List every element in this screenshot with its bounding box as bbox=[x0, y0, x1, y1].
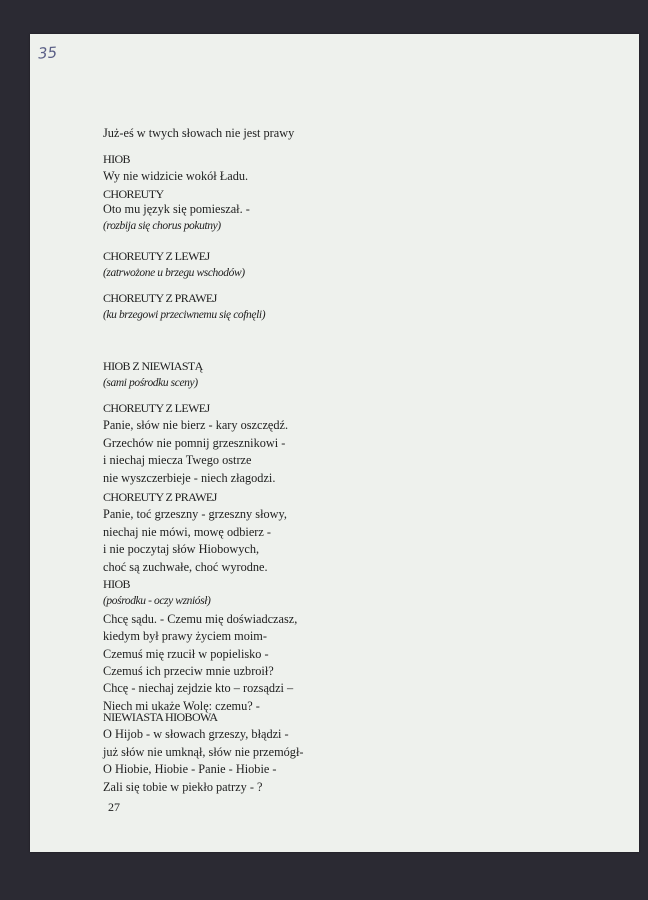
text-line: Chcę - niechaj zejdzie kto – rozsądzi – bbox=[103, 681, 294, 696]
stage-direction: (zatrwożone u brzegu wschodów) bbox=[103, 267, 245, 280]
speaker-name: CHOREUTY Z PRAWEJ bbox=[103, 490, 217, 504]
speaker-name: NIEWIASTA HIOBOWA bbox=[103, 710, 218, 724]
text-block-8 bbox=[103, 489, 297, 715]
text-block-7 bbox=[103, 400, 288, 487]
text-line: nie wyszczerbieje - niech złagodzi. bbox=[103, 470, 276, 485]
text-block-3 bbox=[103, 201, 250, 236]
text-line: Oto mu język się pomieszał. - bbox=[103, 202, 250, 216]
speaker-name: CHOREUTY Z PRAWEJ bbox=[103, 291, 217, 305]
page-number: 27 bbox=[108, 800, 120, 814]
text-line: Panie, toć grzeszny - grzeszny słowy, bbox=[103, 507, 287, 522]
stage-direction: (ku brzegowi przeciwnemu się cofnęli) bbox=[103, 309, 266, 322]
stage-direction: (pośrodku - oczy wzniósł) bbox=[103, 595, 211, 608]
text-line: Czemuś mię rzucił w popielisko - bbox=[103, 646, 269, 661]
text-line: niechaj nie mówi, mowę odbierz - bbox=[103, 524, 272, 539]
speaker-name: HIOB Z NIEWIASTĄ bbox=[103, 359, 203, 373]
text-line: Już-eś w twych słowach nie jest prawy bbox=[103, 126, 295, 140]
text-block-2 bbox=[103, 151, 248, 203]
speaker-name: CHOREUTY bbox=[103, 186, 164, 201]
handwritten-page-number: 35 bbox=[37, 43, 58, 63]
speaker-name: CHOREUTY Z LEWEJ bbox=[103, 401, 210, 415]
text-block-9 bbox=[103, 709, 303, 796]
text-line: Chcę sądu. - Czemu mię doświadczasz, bbox=[103, 611, 298, 626]
speaker-name: HIOB bbox=[103, 152, 130, 166]
text-line: choć są zuchwałe, choć wyrodne. bbox=[103, 559, 268, 574]
text-line: już słów nie umknął, słów nie przemógł- bbox=[103, 744, 304, 759]
stage-direction: (rozbija się chorus pokutny) bbox=[103, 220, 221, 233]
text-line: Grzechów nie pomnij grzesznikowi - bbox=[103, 435, 286, 450]
text-line: Wy nie widzicie wokół Ładu. bbox=[103, 169, 249, 184]
text-line: kiedym był prawy życiem moim- bbox=[103, 629, 267, 644]
text-line: O Hiobie, Hiobie - Panie - Hiobie - bbox=[103, 762, 277, 777]
text-line: Czemuś ich przeciw mnie uzbroił? bbox=[103, 663, 274, 678]
text-line: Panie, słów nie bierz - kary oszczędź. bbox=[103, 418, 289, 433]
text-line: Niech mi ukaże Wolę: czemu? - bbox=[103, 698, 260, 713]
text-line: i niechaj miecza Twego ostrze bbox=[103, 453, 252, 468]
text-block-6 bbox=[103, 358, 203, 393]
text-block-1 bbox=[103, 125, 294, 142]
text-line: Zali się tobie w piekło patrzy - ? bbox=[103, 779, 263, 794]
text-block-4 bbox=[103, 248, 245, 283]
document-page bbox=[30, 34, 639, 852]
text-line: i nie poczytaj słów Hiobowych, bbox=[103, 542, 260, 557]
text-line: O Hijob - w słowach grzeszy, błądzi - bbox=[103, 727, 289, 742]
speaker-name: CHOREUTY Z LEWEJ bbox=[103, 249, 210, 263]
speaker-name: HIOB bbox=[103, 576, 130, 591]
text-block-5 bbox=[103, 290, 265, 325]
stage-direction: (sami pośrodku sceny) bbox=[103, 377, 198, 390]
